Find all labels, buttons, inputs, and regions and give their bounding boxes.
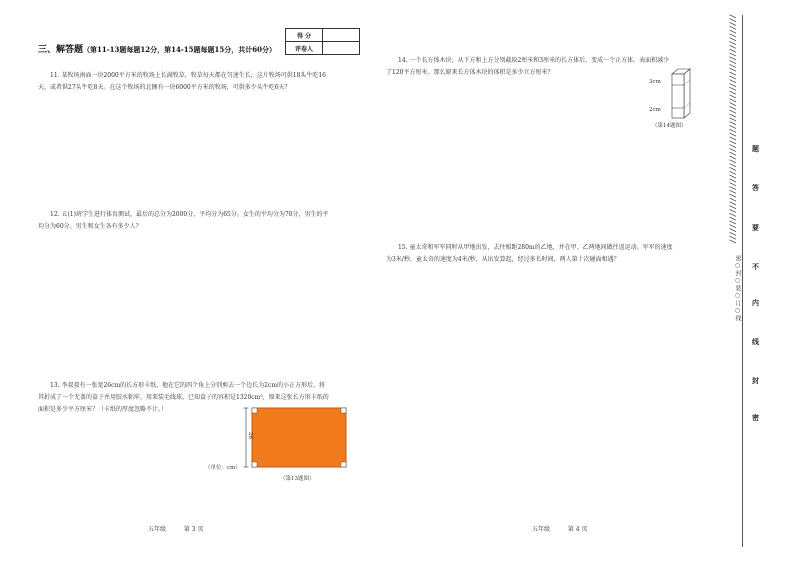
footer-right-grade: 五年级	[532, 526, 551, 533]
binding-char-6: 线	[752, 337, 759, 346]
figure-13-dimension-label: 26	[247, 432, 253, 439]
question-15-line-1: 15. 童太奇和军军同时从甲地出发，去往相距280m的乙地，并在甲、乙两地间做往返运动。军军的速度	[398, 244, 673, 251]
binding-char-8: 密	[752, 413, 759, 422]
corner-square-br	[341, 462, 346, 467]
binding-char-2: 答	[752, 183, 759, 192]
question-14-line-1: 14. 一个长方体木块，从下方和上方分别截取2厘米和3厘米的长方体后，变成一个正方体，表面积减少	[398, 57, 670, 64]
question-12	[38, 209, 329, 233]
footer-left	[148, 524, 204, 533]
binding-dash-line: ////////////////////////////////////////////////////////////	[728, 14, 737, 243]
figure-14-label-bottom: 2cm	[649, 107, 661, 113]
corner-square-tl	[252, 408, 257, 413]
figure-13-caption: （第13题图）	[280, 476, 315, 482]
binding-seal-text: 密○封○装○订○线	[734, 255, 741, 322]
footer-right	[532, 524, 588, 533]
question-11-line-2: 天，或者供27头牛吃8天。在这个牧场的北侧有一块6000平方米的牧场，可供多少头牛吃6天？	[38, 84, 291, 91]
binding-char-5: 内	[752, 298, 759, 307]
section-title-sub: （第11-13题每题12分，第14-15题每题15分，共计60分）	[83, 45, 277, 54]
grader-cell[interactable]	[323, 42, 360, 55]
figure-14-label-top: 3cm	[649, 79, 661, 85]
question-13-line-3: 面积是多少平方厘米？（卡纸的厚度忽略不计。）	[38, 406, 168, 413]
footer-left-page: 第 3 页	[183, 526, 204, 533]
figure-13-unit-label: （单位：cm）	[205, 465, 241, 471]
cardboard-rect	[252, 408, 346, 467]
question-11	[38, 70, 326, 94]
footer-left-grade: 五年级	[148, 526, 167, 533]
question-14	[386, 55, 670, 79]
question-13-line-1: 13. 李叔叔有一张宽26cm的长方形卡纸，他在它的四个角上分别剪去一个边长为2cm的小正方形后，将	[50, 382, 326, 389]
binding-char-7: 封	[752, 376, 759, 385]
question-12-line-2: 均分为60分。男生和女生各有多少人？	[38, 223, 142, 230]
corner-square-tr	[341, 408, 346, 413]
binding-rule	[742, 15, 743, 547]
section-title-main: 三、解答题	[38, 45, 84, 55]
question-13-line-2: 其折成了一个无盖的盒子并用胶水粘牢，用来装毛线球。已知盒子的容积是1320cm³，原来这张长方形卡纸的	[38, 394, 329, 401]
grader-label: 评卷人	[286, 42, 323, 55]
score-table	[285, 28, 360, 55]
question-11-line-1: 11. 某牧场南面一块2000平方米的牧场上长满牧草，牧草每天都在匀速生长，这片牧场可供18头牛吃16	[50, 72, 326, 79]
binding-char-3: 要	[752, 223, 759, 232]
figure-14-cuboid	[670, 68, 692, 120]
question-12-line-1: 12. 五(1)班学生进行体育测试，最后的总分为2000分，平均分为65分。女生的平均分为70分，男生的平	[50, 211, 329, 218]
binding-char-1: 题	[752, 144, 759, 153]
question-15-line-2: 为3米/秒，童太奇的速度为4米/秒，从出发算起，经过多长时间，两人第十次碰面相遇？	[386, 256, 620, 263]
question-14-line-2: 了120平方厘米。那么原来长方体木块的体积是多少立方厘米？	[386, 69, 554, 76]
score-label: 得 分	[286, 29, 323, 42]
figure-14-caption: （第14题图）	[652, 123, 687, 129]
figure-13-cardboard	[242, 405, 352, 470]
corner-square-bl	[252, 462, 257, 467]
footer-right-page: 第 4 页	[567, 526, 588, 533]
binding-char-4: 不	[752, 262, 759, 271]
section-title	[38, 42, 276, 55]
question-15	[386, 242, 673, 266]
score-cell[interactable]	[323, 29, 360, 42]
